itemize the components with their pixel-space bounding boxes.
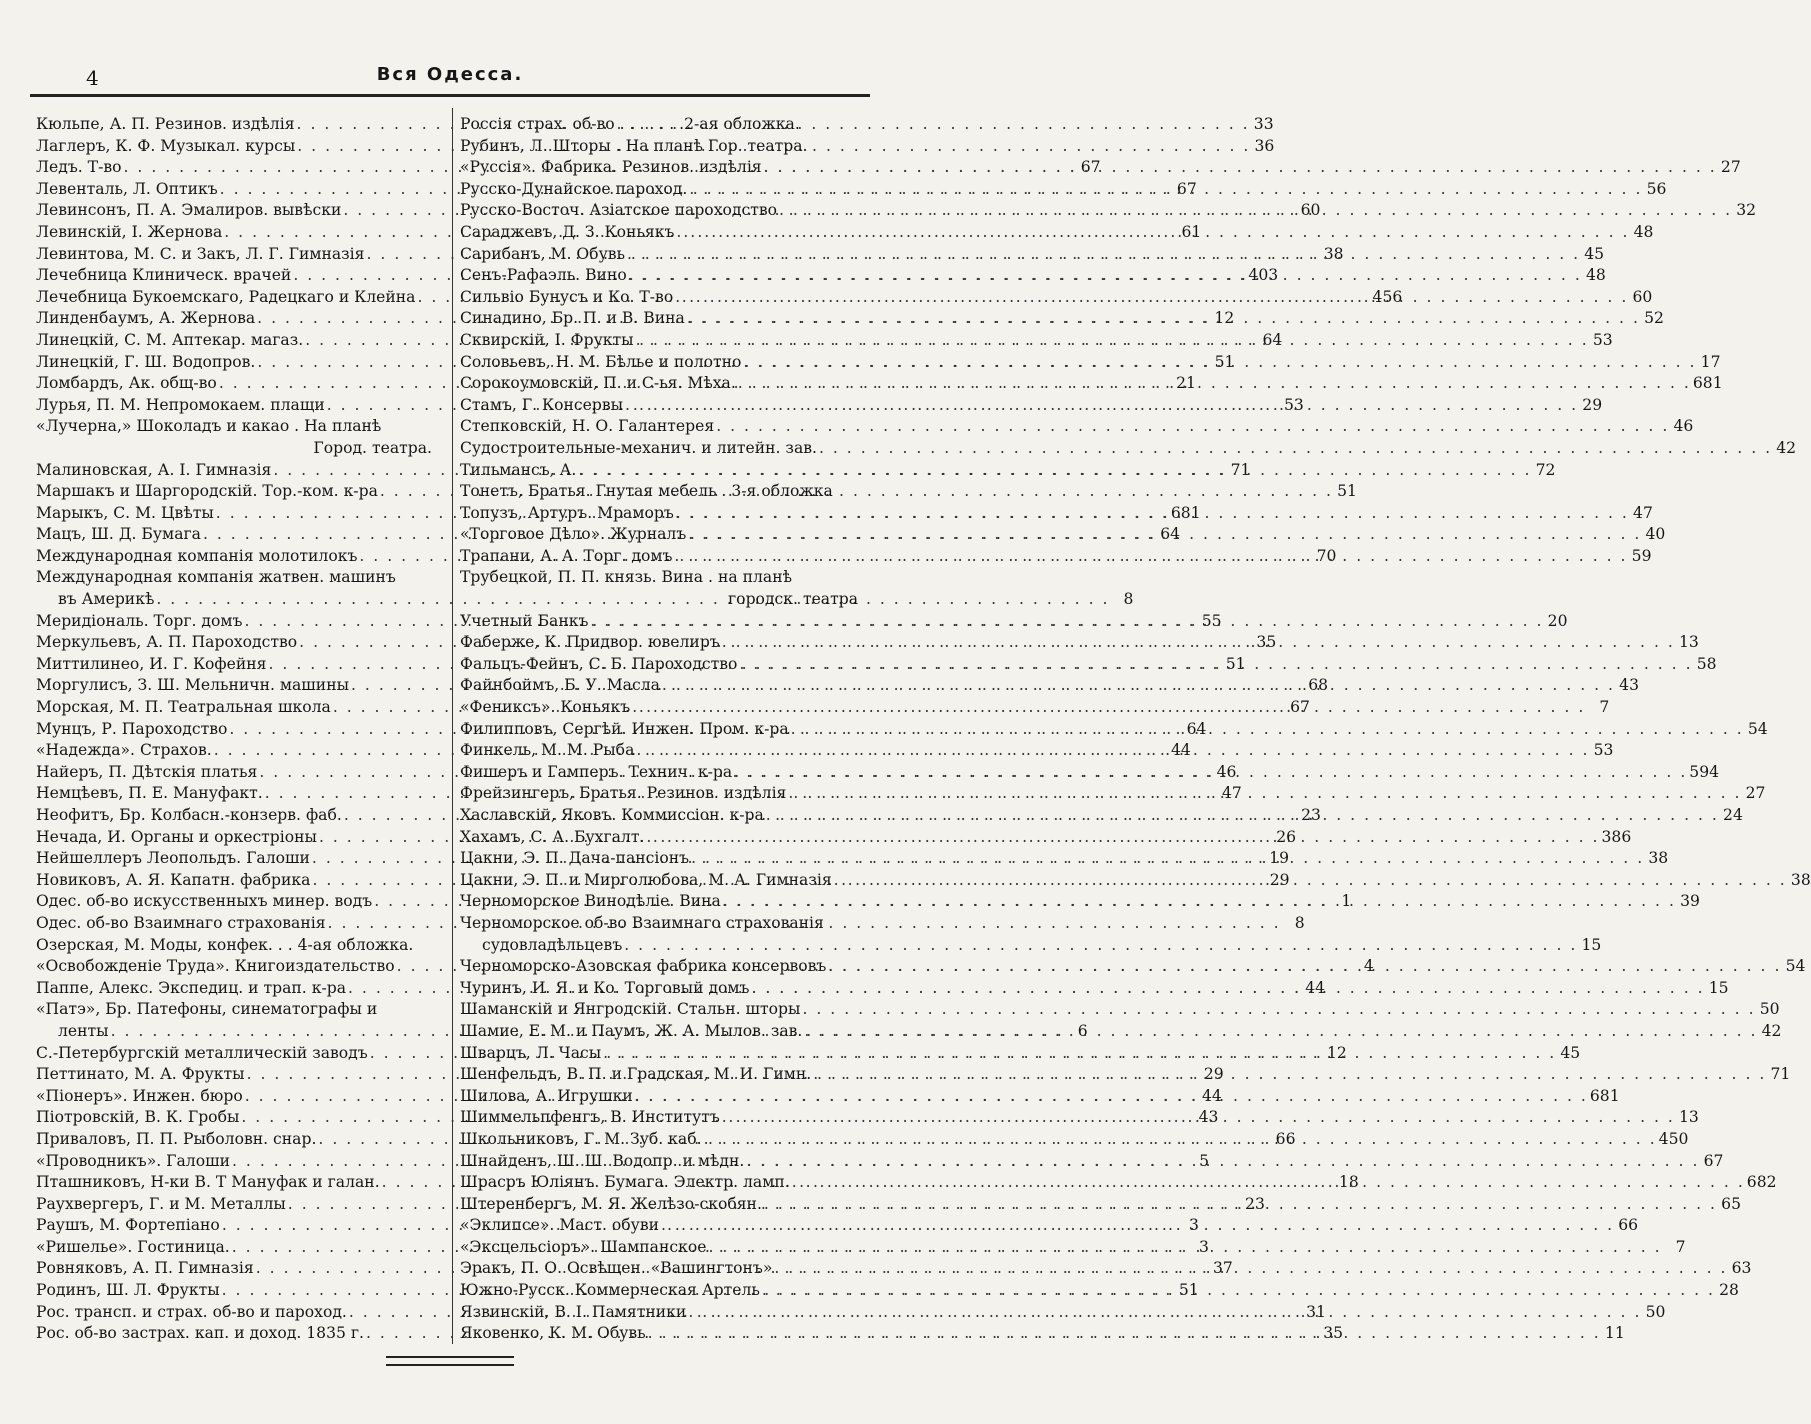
entry-text: Учетный Банкъ [460, 611, 589, 630]
entry-text: Кюльпе, А. П. Резинов. издѣлія [36, 115, 295, 133]
entry-text: Левинтова, М. С. и Закъ, Л. Г. Гимназія [36, 244, 365, 263]
entry-page: 72 [1535, 460, 1556, 479]
entry-page: 42 [1761, 1021, 1782, 1040]
entry-text: Линденбаумъ, А. Жернова [36, 309, 256, 328]
leader-dots [790, 1172, 1747, 1194]
entry-text: Раушъ, М. Фортепіано [36, 1216, 220, 1235]
leader-dots [762, 1194, 1719, 1216]
entry-text: «Торговое Дѣло». Журналъ [460, 525, 687, 544]
entry-text: Сараджевъ, Д. З. Коньякъ [460, 222, 675, 241]
entry-page: 44 [1305, 978, 1326, 997]
entry-text: Меркульевъ, А. П. Пароходство [36, 633, 298, 652]
entry-page: 45 [1584, 244, 1605, 263]
leader-dots [634, 330, 1591, 352]
entry-text: Сорокоумовскій, П. и С-ья. Мѣха. [460, 374, 736, 393]
leader-dots [749, 978, 1706, 1000]
entry-text: Сарибанъ, М. Обувь [460, 244, 626, 263]
entry-page: 44 [1170, 741, 1191, 760]
entry-text: «Піонеръ». Инжен. бюро [36, 1086, 243, 1105]
entry-page: 21 [1176, 374, 1196, 393]
entry-text: Цакни, Э. П. и Мирголюбова, М. А. Гимназія [460, 870, 832, 889]
entry-page: 6 [1077, 1021, 1088, 1040]
entry-page: 40 [1645, 525, 1666, 544]
entry-page: 24 [1723, 806, 1743, 824]
leader-dots [634, 740, 1591, 762]
entry-text: Левинсонъ, П. А. Эмалиров. вывѣски [36, 201, 342, 220]
entry-text: Шиммельпфенгъ, В. Институтъ [460, 1108, 720, 1127]
entry-text: Сильвіо Бунусъ и Ко. Т-во [460, 287, 674, 306]
leader-dots [646, 1323, 1603, 1345]
entry-page: 43 [1198, 1108, 1219, 1127]
entry-text: Финкель, М. М. Рыба [460, 741, 635, 760]
entry-page: 71 [1770, 1065, 1791, 1084]
entry-page: 42 [1776, 438, 1797, 457]
entry-text: Озерская, М. Моды, конфек. . . 4-ая обложка. [36, 935, 414, 954]
index-entry [460, 1215, 1639, 1237]
leader-dots [674, 503, 1631, 525]
entry-page: 67 [1176, 179, 1197, 198]
entry-text: Раухвергеръ, Г. и М. Металлы [36, 1194, 286, 1213]
entry-page: 45 [1560, 1043, 1581, 1062]
entry-page: 59 [1631, 546, 1652, 565]
index-entry [460, 416, 1694, 438]
index-entry [36, 935, 438, 957]
leader-dots [789, 719, 1746, 741]
entry-page: 63 [1731, 1259, 1752, 1278]
entry-page: 54 [1785, 957, 1806, 976]
running-title: Вся Одесса. [376, 64, 524, 85]
entry-text: Штеренбергъ, М. Я. Желѣзо-скобян. [460, 1194, 762, 1213]
entry-page: 4 [1363, 957, 1374, 976]
leader-dots [689, 848, 1646, 870]
entry-page: 52 [1644, 309, 1664, 328]
entry-page: 58 [1696, 654, 1717, 673]
entry-page: 43 [1619, 676, 1640, 695]
entry-page: 23 [1245, 1194, 1265, 1213]
leader-dots [673, 287, 1630, 309]
entry-text: Сквирскій, І. Фрукты [460, 330, 634, 349]
leader-dots [764, 805, 1721, 827]
leader-dots [720, 1107, 1677, 1129]
index-entry [460, 1237, 1686, 1259]
entry-text: Русско-Дунайское пароход. [460, 179, 688, 198]
entry-text: Стамъ, Г. Консервы [460, 395, 624, 414]
entry-text: Судостроительные-механич. и литейн. зав. [460, 438, 817, 457]
entry-text: Цакни, Э. П. Дача-пансіонъ [460, 849, 690, 868]
leader-dots [772, 1258, 1729, 1280]
index-entry [36, 567, 438, 589]
entry-page: 66 [1618, 1216, 1639, 1235]
entry-page: 7 [1599, 698, 1610, 717]
entry-text: Трубецкой, П. П. князь. Вина . на планѣ [460, 568, 793, 587]
entry-text: Родинъ, Ш. Л. Фрукты [36, 1281, 220, 1300]
entry-text: Шварцъ, Л. Часы [460, 1043, 602, 1062]
entry-text: Марыкъ, С. М. Цвѣты [36, 503, 214, 522]
entry-page: 51 [1178, 1281, 1199, 1300]
index-entry [460, 481, 864, 503]
index-entry [460, 913, 864, 935]
entry-page: 37 [1213, 1259, 1233, 1278]
entry-text: С.-Петербургскій металлическій заводъ [36, 1043, 368, 1062]
entry-text: «Ришелье». Гостиница. [36, 1237, 230, 1256]
entry-page: 38 [1323, 244, 1344, 263]
entry-text: Найеръ, П. Дѣтскія платья [36, 762, 258, 781]
entry-page: 29 [1203, 1065, 1224, 1084]
entry-text: Мунцъ, Р. Пароходство [36, 719, 228, 738]
entry-page: 53 [1592, 330, 1613, 349]
entry-text: Южно-Русск. Коммерческая Артель [460, 1281, 760, 1300]
index-entry [460, 567, 864, 589]
index-entry [460, 999, 1780, 1021]
entry-text: Петтинато, М. А. Фрукты [36, 1065, 245, 1084]
entry-page: 8 [1294, 913, 1305, 932]
leader-dots [660, 675, 1617, 697]
entry-continuation-text: судовладѣльцевъ [482, 935, 623, 954]
entry-text: Школьниковъ, Г. М. Зуб. каб. [460, 1129, 702, 1148]
entry-text: Хахамъ, С. А. Бухгалт. [460, 827, 645, 846]
entry-text: Ровняковъ, А. П. Гимназія [36, 1259, 254, 1278]
leader-dots [686, 1302, 1643, 1324]
entry-page: 386 [1601, 827, 1632, 846]
entry-page: 31 [1306, 1302, 1326, 1321]
entry-text: Яковенко, К. М. Обувь [460, 1324, 646, 1343]
entry-text: Черноморско-Азовская фабрика консервовъ [460, 957, 827, 976]
leader-dots [659, 1215, 1616, 1237]
entry-text: Международная компанія жатвен. машинъ [36, 568, 396, 587]
entry-text: Сенъ-Рафаэль. Вино [460, 266, 627, 285]
leader-dots [720, 632, 1677, 654]
entry-page: 26 [1276, 827, 1297, 846]
header-rule [30, 94, 870, 97]
entry-continuation-text: Город. театра. [313, 438, 432, 457]
entry-page: 50 [1645, 1302, 1666, 1321]
entry-page: 456 [1372, 287, 1403, 306]
leader-dots [627, 265, 1584, 287]
leader-dots [800, 999, 1757, 1021]
leader-dots [687, 179, 1644, 201]
entry-text: Паппе, Алекс. Экспедиц. и трап. к-ра [36, 978, 346, 997]
leader-dots [817, 438, 1774, 460]
leader-dots [630, 697, 1587, 719]
entry-page: 64 [1186, 719, 1207, 738]
entry-page: 51 [1214, 352, 1235, 371]
index-entry [460, 136, 864, 158]
entry-page: 61 [1181, 222, 1202, 241]
entry-page: 13 [1678, 633, 1699, 652]
entry-text: Піотровскій, В. К. Гробы [36, 1108, 240, 1127]
entry-page: 46 [1673, 417, 1694, 436]
entry-page: 681 [1692, 374, 1723, 393]
entry-page: 27 [1745, 784, 1766, 803]
entry-page: 15 [1708, 978, 1729, 997]
entry-page: 11 [1604, 1324, 1625, 1343]
entry-page: 44 [1201, 1086, 1222, 1105]
entry-page: 403 [1248, 266, 1279, 285]
entry-text: «Лучерна,» Шоколадъ и какао . На планѣ [36, 417, 382, 436]
entry-page: 5 [1199, 1151, 1210, 1170]
entry-page: 64 [1160, 525, 1181, 544]
entry-page: 66 [1275, 1129, 1296, 1148]
entry-page: 65 [1721, 1194, 1742, 1213]
entry-page: 450 [1658, 1129, 1689, 1148]
leader-dots [736, 373, 1693, 395]
leader-dots [685, 308, 1642, 330]
entry-page: 33 [1253, 115, 1274, 133]
entry-text: Рубинъ, Л. Шторы . На планѣ Гор. театра. [460, 136, 808, 155]
entry-page: 12 [1214, 309, 1235, 328]
leader-dots [762, 157, 1719, 179]
entry-text: Россія страх. об-во . . . . . . .2-ая обложка. [460, 115, 800, 133]
entry-text: Маршакъ и Шаргородскій. Тор.-ком. к-ра [36, 482, 378, 501]
entry-page: 54 [1747, 719, 1768, 738]
entry-text: Лечебница Клиническ. врачей [36, 266, 292, 285]
index-entry [460, 1021, 1782, 1043]
entry-page: 60 [1632, 287, 1653, 306]
entry-text: Миттилинео, И. Г. Кофейня [36, 654, 267, 673]
entry-page: 32 [1736, 201, 1757, 220]
leader-dots [714, 416, 1671, 438]
entry-page: 38 [1648, 849, 1669, 868]
entry-text: Соловьевъ, Н. М. Бѣлье и полотно [460, 352, 742, 371]
entry-page: 681 [1170, 503, 1201, 522]
leader-dots [674, 222, 1631, 244]
index-entry [36, 416, 438, 438]
entry-page: 55 [1201, 611, 1222, 630]
entry-text: Фишеръ и Гамперъ. Технич. к-ра [460, 762, 733, 781]
entry-page: 594 [1689, 762, 1720, 781]
entry-text: Лечебница Букоемскаго, Радецкаго и Клейна [36, 287, 416, 306]
entry-page: 53 [1593, 741, 1614, 760]
entry-continuation-text: ленты [58, 1021, 109, 1040]
entry-page: 17 [1700, 352, 1721, 371]
entry-text: Пташниковъ, Н-ки В. Т Мануфак и галан. [36, 1173, 380, 1192]
index-entry-continuation [460, 935, 1602, 957]
entry-page: 67 [1703, 1151, 1724, 1170]
page-number: 4 [86, 66, 99, 90]
entry-page: 53 [1283, 395, 1304, 414]
entry-text: Приваловъ, П. П. Рыболовн. снар. [36, 1129, 317, 1148]
leader-dots [686, 524, 1643, 546]
entry-text: Степковскій, Н. О. Галантерея [460, 417, 715, 436]
entry-page: 3 [1188, 1216, 1199, 1235]
entry-text: Фаберже, К. Придвор. ювелиръ [460, 633, 720, 652]
entry-text: Морская, М. П. Театральная школа [36, 698, 331, 717]
entry-text: Неофитъ, Бр. Колбасн.-конзерв. фаб. [36, 806, 342, 824]
entry-page: 51 [1337, 482, 1357, 501]
leader-dots [644, 827, 1601, 849]
entry-text: «Освобожденіе Труда». Книгоиздательство [36, 957, 395, 976]
entry-text: Рос. трансп. и страх. об-во и пароход. [36, 1302, 347, 1321]
entry-text: Международная компанія молотилокъ [36, 546, 358, 565]
entry-text: Тонетъ, Братья. Гнутая мебель . 3-я обложка [460, 482, 833, 501]
index-entry [460, 891, 1700, 913]
leader-dots [622, 935, 1579, 957]
entry-page: 67 [1290, 698, 1310, 717]
entry-page: 39 [1680, 892, 1700, 911]
entry-text: Ледъ. Т-во [36, 158, 122, 177]
entry-page: 64 [1262, 330, 1283, 349]
entry-page: 50 [1759, 1000, 1780, 1019]
entry-page: 18 [1338, 1173, 1359, 1192]
leader-dots [588, 611, 1545, 633]
entry-text: Мацъ, Ш. Д. Бумага [36, 525, 201, 544]
entry-page: 35 [1256, 633, 1277, 652]
leader-dots [721, 891, 1678, 913]
entry-text: Шнайденъ, Ш. Ш. Водопр. и мѣдн. [460, 1151, 745, 1170]
entry-text: Синадино, Бр. П. и В. Вина [460, 309, 685, 328]
index-entry [36, 999, 438, 1021]
entry-page: 70 [1316, 546, 1337, 565]
entry-text: Фальцъ-Фейнъ, С. Б. Пароходство [460, 654, 738, 673]
leader-dots [832, 870, 1789, 892]
entry-text: Шамие, Е. М. и Паумъ, Ж. А. Мылов. зав. [460, 1021, 803, 1040]
entry-text: «Проводникъ». Галоши [36, 1151, 230, 1170]
leader-dots [633, 1086, 1590, 1108]
entry-text: Файнбоймъ, Б. У. Масла [460, 676, 660, 695]
leader-dots [826, 956, 1783, 978]
entry-text: Чуринъ, И. Я. и Ко. Торговый домъ [460, 978, 750, 997]
entry-text: Меридіональ. Торг. домъ [36, 611, 243, 630]
bottom-double-rule [386, 1356, 514, 1366]
entry-page: 7 [1675, 1237, 1686, 1256]
entry-text: «Фениксъ». Коньякъ [460, 698, 631, 717]
entry-text: Черноморское Винодѣліе. Вина [460, 892, 721, 911]
entry-text: Малиновская, А. І. Гимназія [36, 460, 272, 479]
leader-dots [732, 762, 1689, 784]
entry-page: 23 [1301, 806, 1321, 824]
entry-text: Хаславскій, Яковъ. Коммиссіон. к-ра [460, 806, 764, 824]
entry-page: 27 [1720, 158, 1741, 177]
entry-page: 28 [1719, 1281, 1739, 1300]
entry-page: 67 [1080, 158, 1101, 177]
entry-text: Линецкій, С. М. Аптекар. магаз. [36, 330, 304, 349]
entry-page: 20 [1547, 611, 1568, 630]
entry-page: 29 [1582, 395, 1603, 414]
entry-page: 46 [1216, 762, 1237, 781]
entry-text: Рос. об-во застрах. кап. и доход. 1835 г. [36, 1324, 365, 1343]
entry-page: 47 [1633, 503, 1653, 522]
leader-dots [760, 1280, 1717, 1302]
leader-dots [625, 244, 1582, 266]
leader-dots [576, 460, 1533, 482]
entry-page: 682 [1746, 1173, 1777, 1192]
leader-dots [702, 1129, 1659, 1151]
entry-page: 13 [1679, 1108, 1699, 1127]
entry-text: «Эклипсе». Маст. обуви [460, 1216, 659, 1235]
entry-text: Линецкій, Г. Ш. Водопров. [36, 352, 256, 371]
entry-text: Эракъ, П. О. Освѣщен. «Вашингтонъ» [460, 1259, 773, 1278]
entry-text: Немцѣевъ, П. Е. Мануфакт. [36, 784, 263, 803]
entry-text: Черноморское об-во Взаимнаго страхованія [460, 913, 824, 932]
entry-text: Одес. об-во Взаимнаго страхованія [36, 913, 326, 932]
entry-page: 51 [1225, 654, 1246, 673]
entry-text: Лаглеръ, К. Ф. Музыкал. курсы [36, 136, 296, 155]
entry-continuation-text: въ Америкѣ [58, 590, 155, 609]
leader-dots [777, 200, 1734, 222]
entry-page: 47 [1221, 784, 1242, 803]
entry-text: Русско-Восточ. Азіатское пароходство [460, 201, 778, 220]
entry-page: 3 [1198, 1237, 1209, 1256]
entry-page: 8 [1123, 590, 1134, 609]
entry-page: 15 [1581, 935, 1602, 954]
entry-continuation-text: городск. театра [728, 590, 858, 609]
entry-text: Левенталь, Л. Оптикъ [36, 179, 218, 198]
leader-dots [802, 1021, 1759, 1043]
entry-text: Шенфельдъ, В. П. и Градская, М. И. Гимн. [460, 1065, 812, 1084]
entry-page: 681 [1589, 1086, 1620, 1105]
leader-dots [811, 1064, 1768, 1086]
entry-page: 48 [1633, 222, 1654, 241]
entry-text: Левинскій, І. Жернова [36, 222, 223, 241]
leader-dots [744, 1151, 1701, 1173]
index-entry [460, 114, 864, 136]
entry-text: Фрейзингеръ, Братья. Резинов. издѣлія [460, 784, 787, 803]
entry-page: 56 [1646, 179, 1667, 198]
entry-text: Моргулисъ, З. Ш. Мельничн. машины [36, 676, 350, 695]
leader-dots [706, 1237, 1663, 1259]
entry-text: Нейшеллеръ Леопольдъ. Галоши [36, 849, 310, 868]
entry-page: 19 [1269, 849, 1289, 868]
entry-text: «Надежда». Страхов. [36, 741, 212, 760]
entry-page: 36 [1254, 136, 1275, 155]
entry-text: Трапани, А. А. Торг. домъ [460, 546, 673, 565]
entry-text: «Руссія». Фабрика. Резинов. издѣлія [460, 158, 762, 177]
entry-text: Лурья, П. М. Непромокаем. плащи [36, 395, 325, 414]
entry-text: Язвинскій, В. І. Памятники [460, 1302, 687, 1321]
entry-text: Шилова, А. Игрушки [460, 1086, 633, 1105]
entry-text: «Эксцельсіоръ». Шампанское [460, 1237, 707, 1256]
entry-page: 1 [1341, 892, 1352, 911]
leader-dots [786, 783, 1743, 805]
entry-page: 12 [1326, 1043, 1347, 1062]
entry-page: 29 [1269, 870, 1290, 889]
leader-dots [672, 546, 1629, 568]
entry-text: Топузъ, Артуръ. Мраморъ [460, 503, 674, 522]
entry-page: 68 [1308, 676, 1329, 695]
page-header [34, 58, 866, 90]
entry-text: Ломбардъ, Ак. общ-во [36, 374, 217, 393]
index-entry [460, 1151, 1724, 1173]
index-entry [460, 956, 1806, 978]
entry-text: Нечада, И. Органы и оркестріоны [36, 827, 317, 846]
entry-page: 71 [1230, 460, 1251, 479]
leader-dots [623, 395, 1580, 417]
entry-page: 35 [1323, 1324, 1344, 1343]
entry-text: Шрасръ Юліянъ. Бумага. Электр. ламп. [460, 1173, 790, 1192]
leader-dots [601, 1043, 1558, 1065]
entry-text: «Патэ», Бр. Патефоны, синематографы и [36, 1000, 378, 1019]
entry-text: Филипповъ, Сергѣй. Инжен. Пром. к-ра [460, 719, 789, 738]
leader-dots [737, 654, 1694, 676]
leader-dots [741, 352, 1698, 374]
entry-page: 38 [1790, 870, 1811, 889]
entry-text: Тильмансъ, А. [460, 460, 577, 479]
entry-text: Новиковъ, А. Я. Капатн. фабрика [36, 870, 311, 889]
index-entry [460, 438, 1797, 460]
entry-page: 48 [1585, 266, 1606, 285]
entry-text: Шаманскій и Янгродскій. Стальн. шторы [460, 1000, 801, 1019]
entry-page: 60 [1300, 201, 1321, 220]
entry-text: Одес. об-во искусственныхъ минер. водъ [36, 892, 373, 911]
